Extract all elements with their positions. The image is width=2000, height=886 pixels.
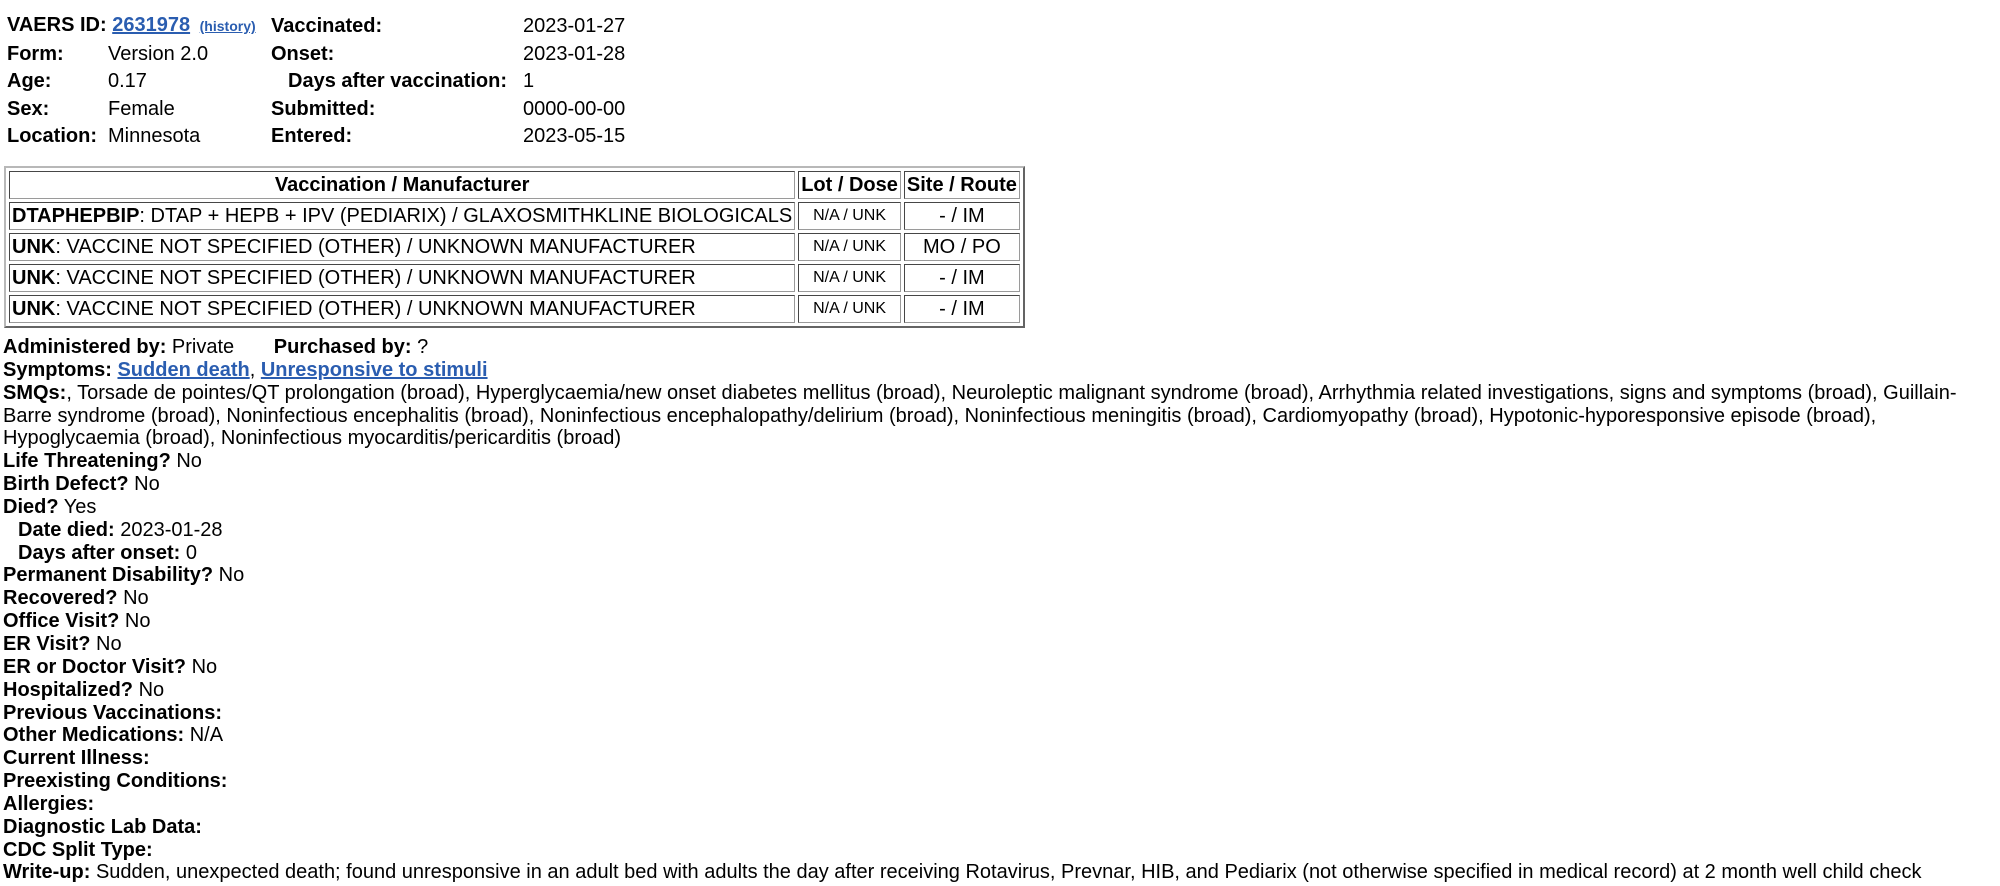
symptom-link-sudden-death[interactable]: Sudden death: [117, 358, 250, 381]
symptom-link-unresponsive[interactable]: Unresponsive to stimuli: [260, 358, 488, 381]
date-died-line: [3, 519, 1995, 542]
hospitalized-label: Hospitalized?: [3, 678, 134, 701]
vaers-id-label: VAERS ID:: [7, 14, 107, 36]
days-after-onset-label: Days after onset:: [18, 541, 181, 564]
vaccine-lot-dose: N/A / UNK: [798, 202, 901, 230]
write-up-value: Sudden, unexpected death; found unresponsive in an adult bed with adults the day after receiving Rotavirus, Prevnar, HIB, and Pediarix (not otherwise specified in medical record) at 2 month well child check: [95, 861, 1922, 884]
header-row-sex: [7, 96, 625, 124]
onset-value: 2023-01-28: [523, 42, 626, 65]
vaccine-lot-dose: N/A / UNK: [798, 233, 901, 261]
vaccine-description: : VACCINE NOT SPECIFIED (OTHER) / UNKNOWN MANUFACTURER: [55, 267, 696, 289]
previous-vaccinations-line: [3, 702, 1995, 725]
write-up-line: [3, 861, 1995, 884]
submitted-label: Submitted:: [271, 97, 376, 120]
vaccine-description: : VACCINE NOT SPECIFIED (OTHER) / UNKNOWN MANUFACTURER: [55, 298, 696, 320]
age-label: Age:: [7, 70, 52, 92]
other-medications-label: Other Medications:: [3, 724, 185, 747]
col-lot-dose: Lot / Dose: [798, 171, 901, 199]
days-after-onset-value: 0: [185, 541, 197, 564]
write-up-label: Write-up:: [3, 861, 91, 884]
vaers-id-cell: [7, 12, 271, 41]
days-after-onset-line: [3, 542, 1995, 565]
recovered-line: [3, 587, 1995, 610]
permanent-disability-line: [3, 564, 1995, 587]
administered-purchased-line: [3, 336, 1995, 359]
administered-by-value: Private: [171, 336, 235, 358]
permanent-disability-label: Permanent Disability?: [3, 564, 214, 587]
died-value: Yes: [63, 495, 97, 518]
symptom-separator: ,: [249, 358, 256, 381]
location-label: Location:: [7, 125, 97, 147]
vaccinated-label: Vaccinated:: [271, 14, 383, 37]
died-label: Died?: [3, 495, 59, 518]
age-value: 0.17: [108, 70, 147, 92]
col-site-route: Site / Route: [904, 171, 1020, 199]
smqs-label: SMQs:: [3, 381, 67, 404]
administered-by-label: Administered by:: [3, 336, 167, 358]
vaccine-row: [9, 295, 1020, 323]
vaccine-lot-dose: N/A / UNK: [798, 264, 901, 292]
symptoms-line: [3, 359, 1995, 382]
vaccine-site-route: - / IM: [904, 202, 1020, 230]
cdc-split-type-line: [3, 839, 1995, 862]
purchased-by-value: ?: [417, 336, 429, 358]
life-threatening-value: No: [176, 450, 202, 473]
permanent-disability-value: No: [218, 564, 245, 587]
cdc-split-type-label: CDC Split Type:: [3, 838, 153, 861]
vaccine-row: [9, 202, 1020, 230]
other-medications-line: [3, 724, 1995, 747]
other-medications-value: N/A: [189, 724, 224, 747]
vaccine-table: [4, 166, 1025, 328]
vaccinated-value: 2023-01-27: [523, 14, 626, 37]
hospitalized-value: No: [138, 678, 165, 701]
current-illness-line: [3, 747, 1995, 770]
er-doctor-visit-line: [3, 656, 1995, 679]
previous-vaccinations-label: Previous Vaccinations:: [3, 701, 222, 724]
preexisting-conditions-label: Preexisting Conditions:: [3, 770, 228, 793]
days-after-vaccination-value: 1: [523, 70, 535, 92]
office-visit-value: No: [124, 610, 151, 633]
vaccine-description: : VACCINE NOT SPECIFIED (OTHER) / UNKNOWN MANUFACTURER: [55, 236, 696, 258]
vaccine-code: UNK: [12, 267, 56, 289]
onset-label: Onset:: [271, 42, 335, 65]
er-visit-line: [3, 633, 1995, 656]
birth-defect-value: No: [134, 473, 160, 496]
header-row-id: [7, 12, 625, 41]
birth-defect-line: [3, 473, 1995, 496]
vaccine-lot-dose: N/A / UNK: [798, 295, 901, 323]
sex-label: Sex:: [7, 97, 50, 120]
preexisting-conditions-line: [3, 770, 1995, 793]
life-threatening-label: Life Threatening?: [3, 450, 171, 473]
submitted-value: 0000-00-00: [523, 97, 626, 120]
header-row-form: [7, 41, 625, 69]
vaccine-site-route: - / IM: [904, 264, 1020, 292]
location-value: Minnesota: [108, 125, 201, 147]
office-visit-line: [3, 610, 1995, 633]
vaccine-code: UNK: [12, 298, 56, 320]
form-label: Form:: [7, 42, 64, 65]
entered-value: 2023-05-15: [523, 125, 626, 147]
diagnostic-lab-data-line: [3, 816, 1995, 839]
vaccine-code: UNK: [12, 236, 56, 258]
diagnostic-lab-data-label: Diagnostic Lab Data:: [3, 815, 202, 838]
vaccine-site-route: - / IM: [904, 295, 1020, 323]
date-died-value: 2023-01-28: [120, 518, 223, 541]
recovered-value: No: [123, 587, 149, 610]
allergies-label: Allergies:: [3, 792, 95, 815]
er-visit-value: No: [96, 632, 122, 655]
allergies-line: [3, 793, 1995, 816]
office-visit-label: Office Visit?: [3, 610, 120, 633]
smqs-line: [3, 382, 1995, 451]
vaccine-name-cell: [9, 202, 795, 230]
symptoms-label: Symptoms:: [3, 358, 112, 381]
report-details: [3, 336, 1995, 884]
recovered-label: Recovered?: [3, 587, 118, 610]
birth-defect-label: Birth Defect?: [3, 473, 129, 496]
er-doctor-visit-value: No: [191, 655, 218, 678]
sex-value: Female: [108, 97, 175, 120]
history-link[interactable]: (history): [199, 18, 256, 34]
er-doctor-visit-label: ER or Doctor Visit?: [3, 655, 186, 678]
vaccine-name-cell: [9, 295, 795, 323]
vaccine-code: DTAPHEPBIP: [12, 205, 140, 227]
header-row-age: [7, 68, 625, 96]
days-after-vaccination-label: Days after vaccination:: [288, 70, 507, 92]
vaccine-site-route: MO / PO: [904, 233, 1020, 261]
vaccine-description: : DTAP + HEPB + IPV (PEDIARIX) / GLAXOSMITHKLINE BIOLOGICALS: [139, 205, 793, 227]
vaccine-name-cell: [9, 233, 795, 261]
vaers-id-link[interactable]: 2631978: [112, 14, 191, 36]
header-row-location: [7, 123, 625, 151]
form-value: Version 2.0: [108, 42, 209, 65]
col-vaccination-manufacturer: Vaccination / Manufacturer: [9, 171, 795, 199]
date-died-label: Date died:: [18, 518, 115, 541]
vaccine-table-header: [9, 171, 1020, 199]
life-threatening-line: [3, 450, 1995, 473]
vaccine-row: [9, 264, 1020, 292]
vaccine-row: [9, 233, 1020, 261]
hospitalized-line: [3, 679, 1995, 702]
er-visit-label: ER Visit?: [3, 632, 91, 655]
purchased-by-label: Purchased by:: [273, 336, 412, 358]
vaccine-name-cell: [9, 264, 795, 292]
smqs-value: , Torsade de pointes/QT prolongation (broad), Hyperglycaemia/new onset diabetes mellitus (broad), Neuroleptic malignant syndrome (broad), Arrhythmia related investigations, signs and symptoms (broad), Guillain-Barre syndrome (broad), Noninfectious encephalitis (broad), Noninfectious encephalopathy/delirium (broad), Noninfectious meningitis (broad), Cardiomyopathy (broad), Hypotonic-hyporesponsive episode (broad), Hypoglycaemia (broad), Noninfectious myocarditis/pericarditis (broad): [3, 381, 1957, 450]
died-line: [3, 496, 1995, 519]
current-illness-label: Current Illness:: [3, 747, 150, 770]
report-header: [7, 12, 625, 151]
entered-label: Entered:: [271, 125, 353, 147]
